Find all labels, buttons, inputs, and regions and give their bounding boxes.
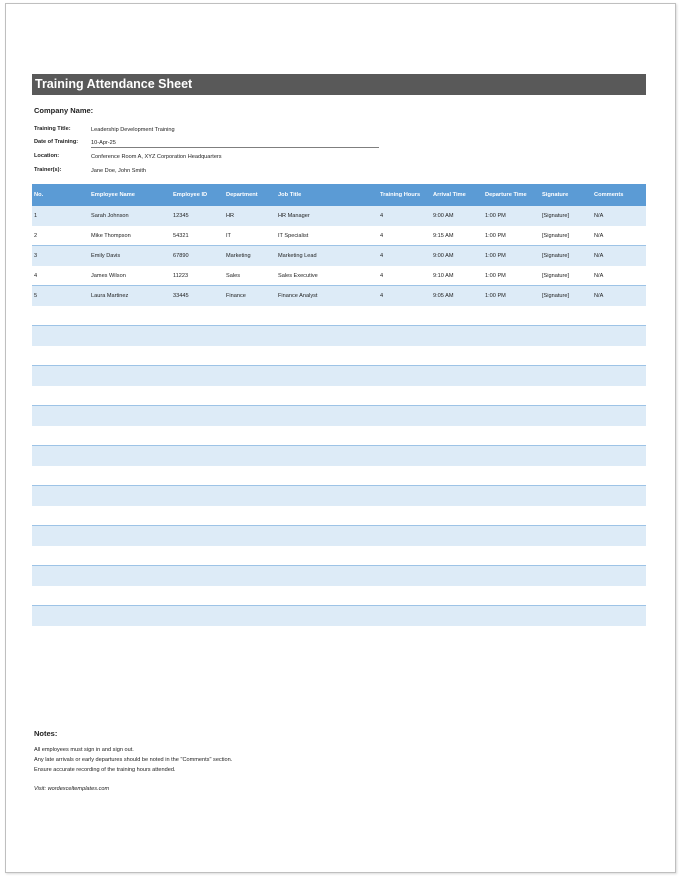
table-row bbox=[32, 506, 646, 526]
table-cell[interactable]: 1:00 PM bbox=[485, 233, 506, 239]
header-comments: Comments bbox=[594, 192, 624, 198]
header-arrival-time: Arrival Time bbox=[433, 192, 466, 198]
date-label: Date of Training: bbox=[34, 139, 79, 145]
table-cell[interactable]: 1:00 PM bbox=[485, 273, 506, 279]
table-cell[interactable]: [Signature] bbox=[542, 213, 570, 219]
table-cell[interactable]: N/A bbox=[594, 213, 604, 219]
table-cell[interactable]: 54321 bbox=[173, 233, 189, 239]
table-cell[interactable]: HR Manager bbox=[278, 213, 310, 219]
table-row bbox=[32, 426, 646, 446]
header-departure-time: Departure Time bbox=[485, 192, 527, 198]
table-cell[interactable]: 12345 bbox=[173, 213, 189, 219]
table-cell[interactable]: Finance Analyst bbox=[278, 293, 318, 299]
header-no: No. bbox=[34, 192, 44, 198]
header-department: Department bbox=[226, 192, 258, 198]
table-cell[interactable]: Sales bbox=[226, 273, 240, 279]
table-cell[interactable]: [Signature] bbox=[542, 253, 570, 259]
table-row bbox=[32, 346, 646, 366]
table-cell[interactable]: 9:00 AM bbox=[433, 253, 454, 259]
table-cell[interactable]: [Signature] bbox=[542, 273, 570, 279]
table-header-row bbox=[32, 184, 646, 206]
table-row bbox=[32, 566, 646, 586]
table-cell[interactable]: Sarah Johnson bbox=[91, 213, 129, 219]
date-underline bbox=[91, 147, 379, 148]
table-cell[interactable]: 5 bbox=[34, 293, 38, 299]
table-row bbox=[32, 306, 646, 326]
table-cell[interactable]: Laura Martinez bbox=[91, 293, 129, 299]
trainers-value[interactable]: Jane Doe, John Smith bbox=[91, 168, 147, 174]
table-cell[interactable]: [Signature] bbox=[542, 293, 570, 299]
table-cell[interactable]: IT bbox=[226, 233, 231, 239]
table-cell[interactable]: 67890 bbox=[173, 253, 189, 259]
date-value[interactable]: 10-Apr-25 bbox=[91, 140, 116, 146]
table-row bbox=[32, 226, 646, 246]
table-row bbox=[32, 546, 646, 566]
table-cell[interactable]: N/A bbox=[594, 253, 604, 259]
table-cell[interactable]: 4 bbox=[380, 273, 384, 279]
table-cell[interactable]: [Signature] bbox=[542, 233, 570, 239]
table-cell[interactable]: 9:15 AM bbox=[433, 233, 454, 239]
table-cell[interactable]: 9:10 AM bbox=[433, 273, 454, 279]
table-cell[interactable]: Marketing bbox=[226, 253, 251, 259]
note-line: All employees must sign in and sign out. bbox=[34, 747, 134, 753]
table-cell[interactable]: 9:00 AM bbox=[433, 213, 454, 219]
table-row bbox=[32, 266, 646, 286]
table-row bbox=[32, 366, 646, 386]
table-cell[interactable]: Marketing Lead bbox=[278, 253, 317, 259]
table-row bbox=[32, 326, 646, 346]
table-cell[interactable]: 1:00 PM bbox=[485, 253, 506, 259]
table-row bbox=[32, 586, 646, 606]
table-cell[interactable]: Sales Executive bbox=[278, 273, 318, 279]
table-cell[interactable]: 4 bbox=[380, 293, 384, 299]
header-job-title: Job Title bbox=[278, 192, 302, 198]
training-title-value[interactable]: Leadership Development Training bbox=[91, 127, 175, 133]
notes-title: Notes: bbox=[34, 729, 58, 738]
note-line: Any late arrivals or early departures should be noted in the "Comments" section. bbox=[34, 757, 233, 763]
table-cell[interactable]: Mike Thompson bbox=[91, 233, 131, 239]
company-name-label: Company Name: bbox=[34, 106, 94, 115]
table-row bbox=[32, 286, 646, 306]
table-row bbox=[32, 606, 646, 626]
table-row bbox=[32, 526, 646, 546]
training-title-label: Training Title: bbox=[34, 126, 71, 132]
table-cell[interactable]: 4 bbox=[380, 213, 384, 219]
table-row bbox=[32, 406, 646, 426]
header-signature: Signature bbox=[542, 192, 569, 198]
table-cell[interactable]: N/A bbox=[594, 273, 604, 279]
location-value[interactable]: Conference Room A, XYZ Corporation Headquarters bbox=[91, 154, 222, 160]
location-label: Location: bbox=[34, 153, 60, 159]
table-body bbox=[32, 206, 646, 626]
table-cell[interactable]: 1:00 PM bbox=[485, 213, 506, 219]
trainers-label: Trainer(s): bbox=[34, 167, 62, 173]
table-cell[interactable]: 4 bbox=[34, 273, 38, 279]
table-cell[interactable]: N/A bbox=[594, 233, 604, 239]
table-cell[interactable]: 4 bbox=[380, 253, 384, 259]
table-cell[interactable]: 3 bbox=[34, 253, 38, 259]
table-row bbox=[32, 446, 646, 466]
attendance-table bbox=[32, 184, 646, 626]
sheet-title: Training Attendance Sheet bbox=[32, 74, 646, 95]
table-row bbox=[32, 466, 646, 486]
table-row bbox=[32, 206, 646, 226]
table-cell[interactable]: 11223 bbox=[173, 273, 189, 279]
table-cell[interactable]: HR bbox=[226, 213, 235, 219]
table-cell[interactable]: James Wilson bbox=[91, 273, 126, 279]
table-cell[interactable]: 4 bbox=[380, 233, 384, 239]
table-cell[interactable]: IT Specialist bbox=[278, 233, 309, 239]
header-employee-name: Employee Name bbox=[91, 192, 135, 198]
table-cell[interactable]: 9:05 AM bbox=[433, 293, 454, 299]
table-cell[interactable]: N/A bbox=[594, 293, 604, 299]
table-cell[interactable]: 1 bbox=[34, 213, 38, 219]
table-row bbox=[32, 386, 646, 406]
table-cell[interactable]: Finance bbox=[226, 293, 246, 299]
table-cell[interactable]: 33445 bbox=[173, 293, 189, 299]
table-row bbox=[32, 246, 646, 266]
website-link[interactable]: Visit: wordexceltemplates.com bbox=[34, 786, 110, 792]
table-cell[interactable]: Emily Davis bbox=[91, 253, 121, 259]
table-cell[interactable]: 1:00 PM bbox=[485, 293, 506, 299]
table-cell[interactable]: 2 bbox=[34, 233, 38, 239]
note-line: Ensure accurate recording of the training hours attended. bbox=[34, 767, 176, 773]
header-training-hours: Training Hours bbox=[380, 192, 421, 198]
header-employee-id: Employee ID bbox=[173, 192, 208, 198]
table-row bbox=[32, 486, 646, 506]
